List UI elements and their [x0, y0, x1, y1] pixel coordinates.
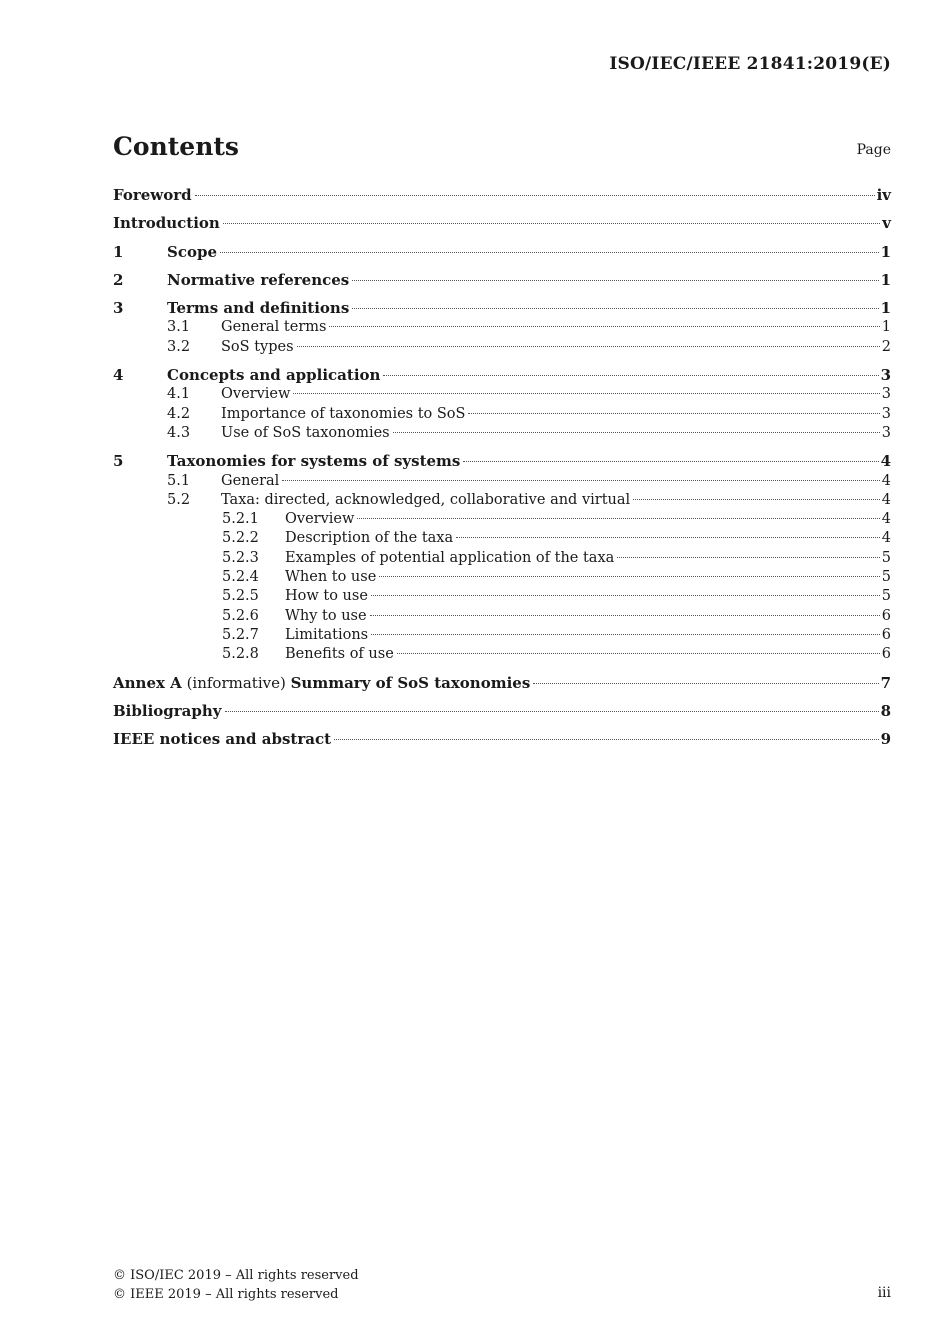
toc-entry-title-text: Overview: [285, 511, 355, 528]
toc-dot-leader: [297, 346, 880, 347]
toc-dot-leader: [334, 739, 879, 740]
footer-copyright: [113, 1266, 359, 1304]
toc-dot-leader: [370, 615, 880, 616]
toc-entry-title-text: Terms and definitions: [167, 299, 350, 318]
toc-dot-leader: [293, 393, 879, 394]
toc-entry-page: 6: [881, 626, 891, 643]
toc-entry-title-text: Description of the taxa: [285, 530, 454, 547]
toc-entry-page: 6: [881, 607, 891, 624]
toc-entry[interactable]: [113, 529, 891, 548]
toc-entry-title: [285, 529, 453, 548]
toc-entry-number: 4.3: [167, 424, 191, 441]
toc-entry-number: 5.2: [167, 491, 191, 508]
toc-entry-title: [221, 385, 290, 404]
toc-entry-title: [167, 452, 460, 471]
toc-dot-leader: [379, 576, 879, 577]
toc-entry[interactable]: [113, 186, 891, 205]
copyright-iso: © ISO/IEC 2019 – All rights reserved: [113, 1268, 359, 1283]
toc-dot-leader: [463, 461, 878, 462]
toc-entry-title-text: Limitations: [285, 626, 369, 643]
toc-entry-number: 5.2.5: [222, 588, 259, 605]
toc-entry-page: 2: [881, 338, 891, 355]
toc-entry-title-tail: Summary of SoS taxonomies: [290, 673, 531, 692]
toc-entry-page: 3: [880, 366, 891, 385]
toc-entry-number: 5: [113, 452, 124, 471]
toc-dot-leader: [223, 223, 880, 224]
toc-entry-number: 2: [113, 270, 124, 289]
toc-dot-leader: [352, 280, 878, 281]
document-identifier: ISO/IEC/IEEE 21841:2019(E): [609, 54, 891, 74]
toc-entry-page: 1: [881, 319, 891, 336]
toc-entry-title-text: Taxonomies for systems of systems: [167, 452, 461, 471]
toc-entry-title: [221, 318, 326, 337]
toc-entry-page: 1: [880, 242, 891, 261]
toc-entry-title-text: Scope: [167, 242, 218, 261]
toc-entry[interactable]: [113, 568, 891, 587]
toc-entry-number: 4.2: [167, 405, 191, 422]
toc-entry-title: [221, 424, 390, 443]
toc-entry-page: 3: [881, 386, 891, 403]
toc-entry-title: [167, 243, 217, 262]
toc-entry-page: iv: [876, 186, 891, 204]
toc-dot-leader: [220, 252, 879, 253]
toc-entry-title-text: When to use: [285, 569, 377, 586]
copyright-ieee: © IEEE 2019 – All rights reserved: [113, 1287, 339, 1302]
toc-entry-title-text: Introduction: [113, 214, 220, 233]
toc-dot-leader: [371, 595, 880, 596]
toc-entry-page: 4: [881, 511, 891, 528]
toc-entry-title-qualifier: (informative): [181, 673, 291, 692]
toc-dot-leader: [633, 499, 880, 500]
toc-entry-title: [221, 491, 630, 510]
toc-entry-title: [285, 607, 367, 626]
toc-dot-leader: [225, 711, 879, 712]
toc-entry[interactable]: [113, 472, 891, 491]
toc-entry-title-text: How to use: [285, 588, 368, 605]
toc-entry[interactable]: [113, 730, 891, 749]
toc-entry-page: 4: [881, 530, 891, 547]
toc-entry[interactable]: [113, 702, 891, 721]
toc-entry-title: [221, 405, 465, 424]
toc-entry-page: 1: [880, 270, 891, 289]
toc-entry[interactable]: [113, 645, 891, 664]
toc-entry-page: 5: [881, 569, 891, 586]
toc-entry-title: [285, 645, 394, 664]
toc-entry[interactable]: [113, 405, 891, 424]
toc-entry-number: 5.2.2: [222, 530, 259, 547]
toc-entry-title-text: Foreword: [113, 186, 192, 204]
toc-entry-page: 5: [881, 549, 891, 566]
toc-entry-title: [113, 730, 331, 749]
toc-entry-page: 6: [881, 646, 891, 663]
toc-entry-title-text: Normative references: [167, 270, 350, 289]
toc-entry-number: 5.2.1: [222, 511, 259, 528]
toc-entry-title-text: Concepts and application: [167, 366, 381, 385]
toc-entry-number: 4: [113, 366, 124, 385]
toc-entry-page: v: [882, 214, 891, 233]
toc-dot-leader: [456, 537, 880, 538]
toc-entry-number: 5.2.3: [222, 549, 259, 566]
toc-entry-number: 3: [113, 299, 124, 318]
toc-dot-leader: [468, 413, 879, 414]
toc-entry-title: [221, 472, 279, 491]
toc-entry[interactable]: [113, 338, 891, 357]
toc-entry-number: 5.2.4: [222, 569, 259, 586]
toc-entry-page: 4: [881, 491, 891, 508]
toc-entry-page: 1: [880, 299, 891, 318]
toc-entry-title-text: Importance of taxonomies to SoS: [221, 405, 466, 422]
toc-entry[interactable]: [113, 214, 891, 233]
toc-entry-number: 4.1: [167, 386, 191, 403]
contents-heading: Contents: [113, 132, 240, 161]
toc-entry[interactable]: [113, 385, 891, 404]
toc-entry-title-text: IEEE notices and abstract: [113, 730, 332, 749]
toc-dot-leader: [383, 375, 878, 376]
toc-dot-leader: [617, 557, 879, 558]
toc-entry[interactable]: [113, 607, 891, 626]
toc-entry-title: [285, 510, 354, 529]
toc-entry-title-text: Benefits of use: [285, 646, 394, 663]
toc-entry-number: 5.2.6: [222, 607, 259, 624]
toc-entry[interactable]: [113, 626, 891, 645]
toc-dot-leader: [371, 634, 880, 635]
toc-entry-number: 3.1: [167, 319, 191, 336]
toc-entry-title: [167, 366, 380, 385]
toc-entry-title: [285, 587, 368, 606]
toc-entry-title-text: Examples of potential application of the taxa: [285, 549, 615, 566]
toc-entry-title: [113, 186, 192, 205]
toc-entry-title: [285, 568, 376, 587]
toc-entry[interactable]: [113, 424, 891, 443]
toc-entry-title: [221, 338, 294, 357]
toc-dot-leader: [357, 518, 879, 519]
page-column-label: Page: [856, 142, 891, 158]
toc-entry-page: 3: [881, 424, 891, 441]
footer-page-number: iii: [877, 1285, 891, 1301]
toc-dot-leader: [533, 683, 878, 684]
table-of-contents: [113, 186, 891, 749]
toc-entry-page: 4: [880, 452, 891, 471]
toc-entry[interactable]: [113, 318, 891, 337]
toc-entry[interactable]: [113, 491, 891, 510]
toc-entry-title-text: Overview: [221, 386, 291, 403]
toc-entry-title: [285, 626, 368, 645]
toc-dot-leader: [393, 432, 880, 433]
toc-entry-page: 4: [881, 472, 891, 489]
toc-entry-title-text: Annex A: [113, 673, 182, 692]
toc-dot-leader: [352, 308, 878, 309]
toc-entry[interactable]: [113, 299, 891, 318]
toc-dot-leader: [282, 480, 879, 481]
toc-entry-title-text: Bibliography: [113, 701, 222, 720]
toc-entry-title: [167, 299, 349, 318]
toc-entry-title: [113, 674, 530, 693]
toc-entry-page: 7: [880, 673, 891, 692]
toc-entry-title: [167, 271, 349, 290]
toc-dot-leader: [397, 653, 880, 654]
toc-entry-title-text: General terms: [221, 319, 327, 336]
toc-entry-title-text: General: [221, 472, 280, 489]
toc-entry[interactable]: [113, 243, 891, 262]
toc-entry[interactable]: [113, 510, 891, 529]
toc-entry-title: [113, 214, 220, 233]
toc-entry-title: [285, 549, 614, 568]
toc-entry-title-text: Taxa: directed, acknowledged, collaborative and virtual: [221, 491, 631, 508]
toc-entry[interactable]: [113, 549, 891, 568]
toc-entry-page: 3: [881, 405, 891, 422]
toc-dot-leader: [195, 195, 875, 196]
toc-entry[interactable]: [113, 587, 891, 606]
toc-entry-number: 5.2.8: [222, 646, 259, 663]
toc-entry-title-text: Use of SoS taxonomies: [221, 424, 390, 441]
toc-entry[interactable]: [113, 366, 891, 385]
toc-entry-title: [113, 702, 222, 721]
toc-entry-number: 5.2.7: [222, 626, 259, 643]
toc-entry-title-text: Why to use: [285, 607, 367, 624]
toc-entry-page: 5: [881, 588, 891, 605]
toc-entry-number: 3.2: [167, 338, 191, 355]
toc-entry-title-text: SoS types: [221, 338, 294, 355]
toc-entry[interactable]: [113, 452, 891, 471]
toc-entry-page: 9: [880, 730, 891, 749]
toc-entry[interactable]: [113, 271, 891, 290]
toc-entry-page: 8: [880, 701, 891, 720]
toc-entry-number: 1: [113, 242, 124, 261]
toc-dot-leader: [329, 326, 879, 327]
toc-entry-number: 5.1: [167, 472, 191, 489]
toc-entry[interactable]: [113, 674, 891, 693]
